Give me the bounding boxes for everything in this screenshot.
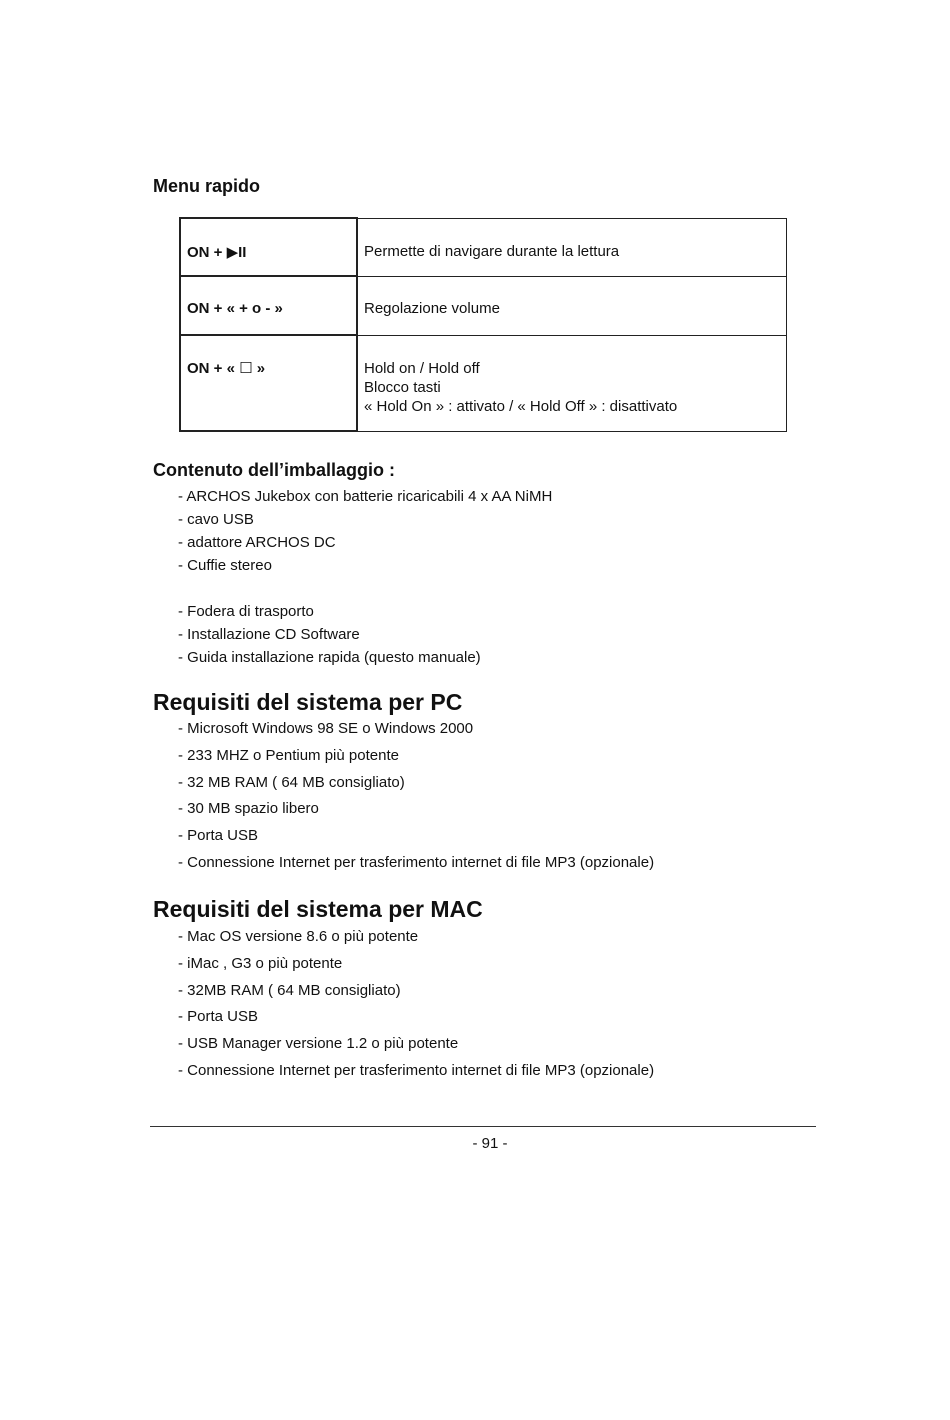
quick-desc-line: Hold on / Hold off [364,359,480,377]
quick-desc-line: Regolazione volume [364,299,500,317]
list-item: - 32MB RAM ( 64 MB consigliato) [178,981,401,999]
list-item: - Fodera di trasporto [178,603,314,620]
quick-desc-line: Blocco tasti [364,378,441,396]
quick-key: ON + « + o - » [180,276,357,335]
quick-desc-line: Permette di navigare durante la lettura [364,242,620,260]
list-item: - 233 MHZ o Pentium più potente [178,746,399,764]
list-item: - Installazione CD Software [178,626,360,643]
pc-requirements-list [178,716,654,877]
mac-requirements-list [178,924,654,1085]
quick-desc-line: « Hold On » : attivato / « Hold Off » : disattivato [364,397,678,415]
contents-list [178,485,552,669]
quick-desc [357,276,787,335]
table-row [180,218,787,276]
list-item: - 30 MB spazio libero [178,800,319,818]
footer-divider [150,1126,816,1127]
list-item: - 32 MB RAM ( 64 MB consigliato) [178,773,405,791]
table-row [180,276,787,335]
list-item: - Microsoft Windows 98 SE o Windows 2000 [178,720,474,737]
page-number: - 91 - [472,1135,508,1152]
contents-heading: Contenuto dell’imballaggio : [153,460,395,480]
list-item: - Connessione Internet per trasferimento internet di file MP3 (opzionale) [178,1061,655,1079]
quick-desc [357,218,787,276]
list-item: - Porta USB [178,1008,259,1026]
list-item: - USB Manager versione 1.2 o più potente [178,1035,459,1053]
quick-desc [357,335,787,431]
list-item: - Porta USB [178,827,259,845]
list-gap [178,577,552,600]
quick-key: ON + ▶II [180,218,357,276]
pc-requirements-heading: Requisiti del sistema per PC [153,689,463,715]
mac-requirements-heading: Requisiti del sistema per MAC [153,896,483,922]
list-item: - cavo USB [178,511,254,528]
list-item: - Connessione Internet per trasferimento internet di file MP3 (opzionale) [178,853,655,871]
quick-menu-table [179,217,787,432]
menu-rapido-heading: Menu rapido [153,176,260,196]
list-item: - Guida installazione rapida (questo manuale) [178,649,481,666]
table-row [180,335,787,431]
list-item: - ARCHOS Jukebox con batterie ricaricabili 4 x AA NiMH [178,488,553,505]
list-item: - adattore ARCHOS DC [178,534,336,551]
list-item: - Cuffie stereo [178,557,272,574]
list-item: - iMac , G3 o più potente [178,954,343,972]
quick-key: ON + « ☐ » [180,335,357,431]
list-item: - Mac OS versione 8.6 o più potente [178,928,419,945]
